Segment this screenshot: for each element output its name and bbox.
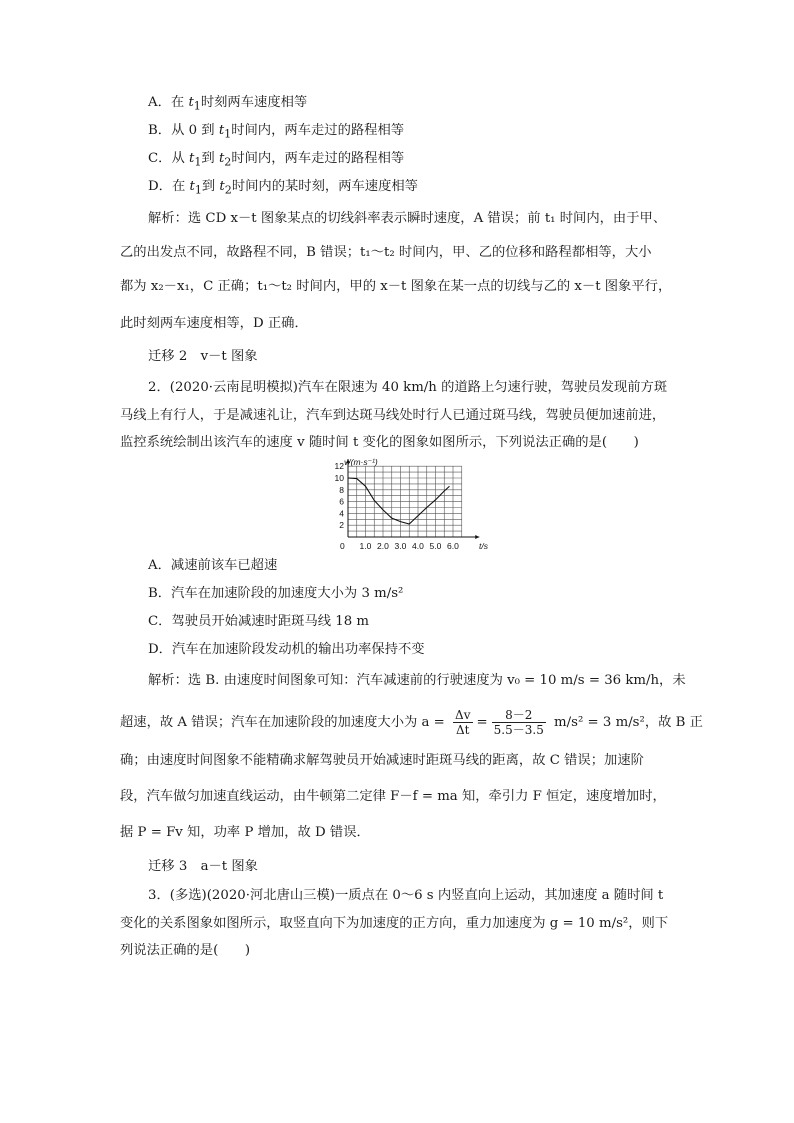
x-tick-label: 1.0 — [359, 541, 372, 551]
x-tick-label: 6.0 — [447, 541, 459, 551]
q3-stem-line3: 列说法正确的是( ) — [120, 943, 251, 958]
chart-xlabel: t/s — [479, 541, 488, 551]
section3-title: 迁移 3 a－t 图象 — [148, 859, 258, 874]
x-axis-arrow — [475, 535, 479, 539]
q1-option-c: C．从 $t_1$到 $t_2$时间内，两车走过的路程相等 — [148, 151, 405, 169]
q2-analysis-line5: 据 P = Fv 知，功率 P 增加，故 D 错误． — [120, 825, 370, 840]
q1-analysis-line2: 乙的出发点不同，故路程不同，B 错误；t₁～t₂ 时间内，甲、乙的位移和路程都相等，大小 — [120, 245, 652, 260]
q2-analysis-line3: 确；由速度时间图象不能精确求解驾驶员开始减速时距斑马线的距离，故 C 错误；加速阶 — [120, 753, 644, 768]
velocity-time-chart — [326, 455, 502, 555]
q1-option-b: B．从 0 到 $t_1$时间内，两车走过的路程相等 — [148, 123, 405, 141]
fraction-delta: $\frac{\Delta v}{\Delta t}$ — [455, 708, 471, 737]
y-tick-label: 8 — [339, 484, 344, 495]
q2-option-c: C．驾驶员开始减速时距斑马线 18 m — [148, 614, 370, 629]
velocity-curve — [348, 478, 450, 524]
section2-title: 迁移 2 v－t 图象 — [148, 349, 258, 364]
x-tick-label: 4.0 — [412, 541, 424, 551]
q1-analysis-line1: 解析：选 CD x－t 图象某点的切线斜率表示瞬时速度，A 错误；前 t₁ 时间内，由于甲、 — [148, 211, 667, 226]
q1-option-d: D．在 $t_1$到 $t_2$时间内的某时刻，两车速度相等 — [148, 179, 418, 197]
q2-option-a: A．减速前该车已超速 — [148, 558, 278, 573]
q2-stem-line1: 2．(2020·云南昆明模拟)汽车在限速为 40 km/h 的道路上匀速行驶，驾驶员发现前方斑 — [148, 380, 668, 395]
x-tick-label: 0 — [340, 541, 345, 551]
q2-stem-line2: 马线上有行人，于是减速礼让，汽车到达斑马线处时行人已通过斑马线，驾驶员便加速前进， — [120, 408, 666, 423]
fraction-values: $\frac{8-2}{5.5-3.5}$ — [493, 708, 544, 737]
y-tick-label: 4 — [339, 508, 344, 519]
q2-option-b: B．汽车在加速阶段的加速度大小为 3 m/s² — [148, 586, 404, 601]
q2-stem-line3: 监控系统绘制出该汽车的速度 v 随时间 t 变化的图象如图所示，下列说法正确的是( ) — [120, 435, 639, 450]
x-tick-label: 3.0 — [394, 541, 407, 551]
q1-analysis-line4: 此时刻两车速度相等，D 正确． — [120, 316, 308, 331]
chart-ylabel: v/(m·s⁻¹) — [344, 457, 378, 467]
q3-stem-line1: 3．(多选)(2020·河北唐山三模)一质点在 0～6 s 内竖直向上运动，其加速度 a 随时间 t — [148, 888, 664, 903]
q1-analysis-line3: 都为 x₂－x₁，C 正确；t₁～t₂ 时间内，甲的 x－t 图象在某一点的切线与乙的 x－t 图象平行， — [120, 279, 672, 294]
x-tick-label: 2.0 — [377, 541, 389, 551]
y-tick-label: 12 — [334, 461, 344, 472]
q2-option-d: D．汽车在加速阶段发动机的输出功率保持不变 — [148, 642, 425, 657]
y-tick-label: 10 — [334, 473, 344, 483]
q2-analysis-line4: 段，汽车做匀加速直线运动，由牛顿第二定律 F－f = ma 知，牵引力 F 恒定，速度增加时， — [120, 789, 666, 804]
x-tick-label: 5.0 — [429, 541, 442, 551]
y-tick-label: 6 — [339, 496, 344, 507]
y-tick-label: 2 — [339, 520, 344, 531]
q3-stem-line2: 变化的关系图象如图所示，取竖直向下为加速度的正方向，重力加速度为 g = 10 m/s²，则下 — [120, 916, 669, 931]
q1-option-a: A．在 $t_1$时刻两车速度相等 — [148, 95, 308, 113]
q2-analysis-line2: 超速，故 A 错误；汽车在加速阶段的加速度大小为 a = $\frac{\Delta v}{\Delta t}$ = $\frac{8-2}{5.5-3.5}$ m/s² = 3 m/s²，故 B 正 — [120, 708, 703, 737]
q2-analysis-line1: 解析：选 B. 由速度时间图象可知：汽车减速前的行驶速度为 v₀ = 10 m/s = 36 km/h，未 — [148, 673, 686, 688]
